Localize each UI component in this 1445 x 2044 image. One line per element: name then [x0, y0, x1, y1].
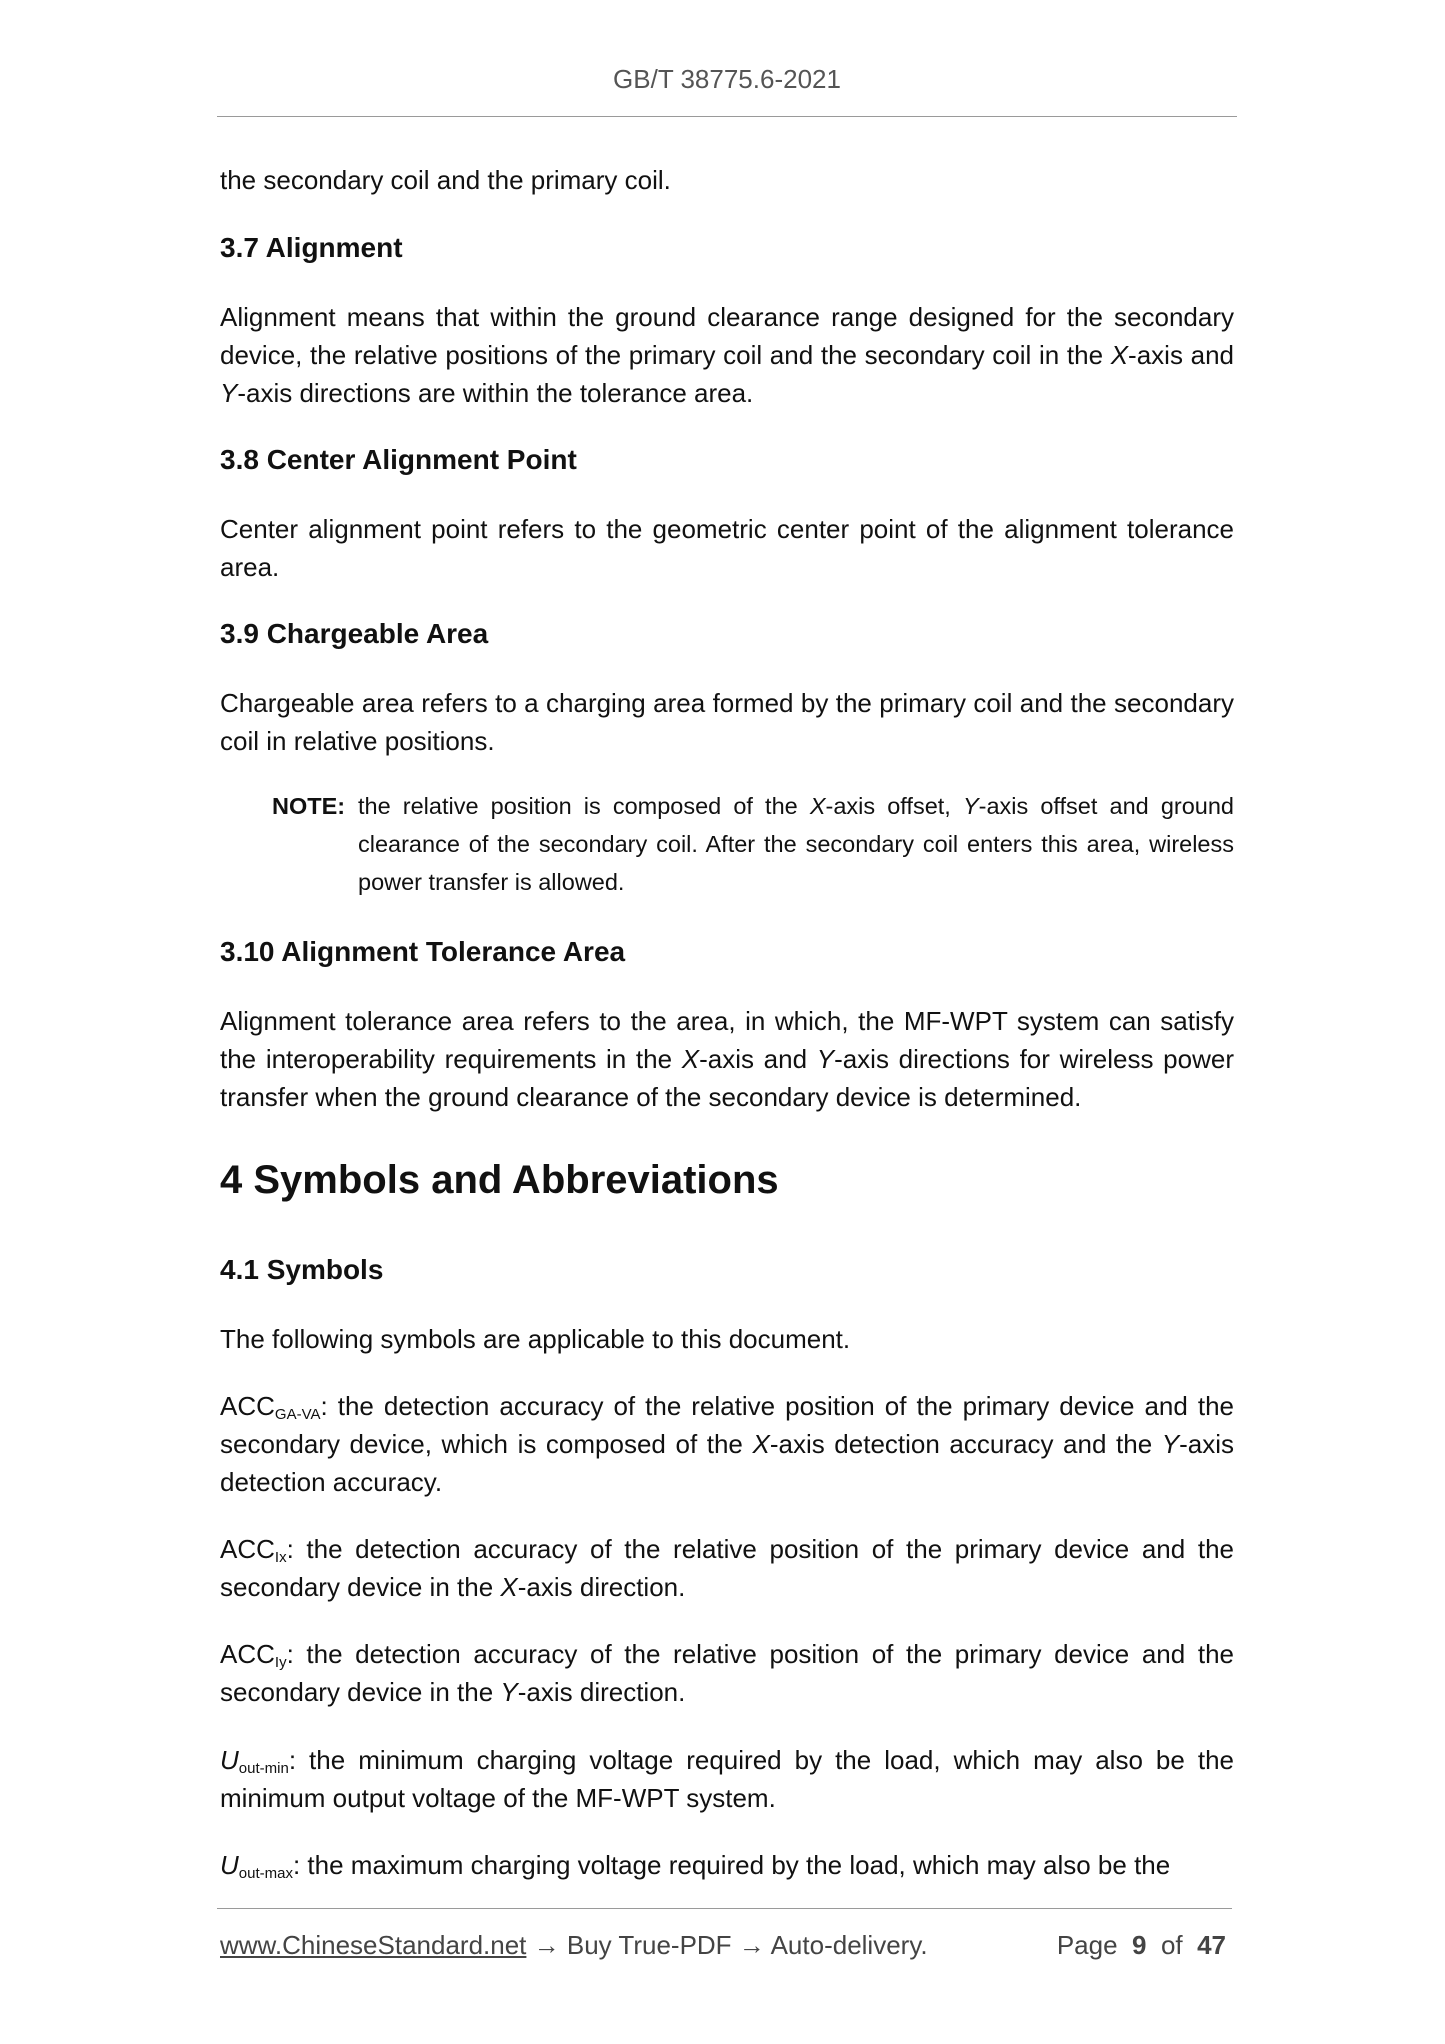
site-link[interactable]: www.ChineseStandard.net: [220, 1930, 527, 1960]
heading-4: 4 Symbols and Abbreviations: [220, 1158, 779, 1202]
paragraph-3-7: Alignment means that within the ground clearance range designed for the secondary device, the relative positions of the primary coil and the secondary coil in the X-axis and Y-axis directions are within the tolerance area.: [220, 302, 1234, 408]
page-number: Page 9 of 47: [1056, 1930, 1226, 1960]
header-divider: [217, 116, 1237, 117]
note-3-9: [272, 787, 1234, 901]
symbol-uout-max: $U_{out-max}$: the maximum charging voltage required by the load, which may also be the: [220, 1850, 1171, 1882]
standard-id: GB/T 38775.6-2021: [613, 64, 841, 94]
footer-promo: www.ChineseStandard.net → Buy True-PDF → Auto-delivery.: [220, 1930, 928, 1960]
arrow-icon: →: [526, 1930, 567, 1960]
document-header: [217, 64, 1237, 95]
heading-3-8: 3.8 Center Alignment Point: [220, 444, 577, 475]
symbol-acc-ga-va: $ACC_{GA-VA}$: the detection accuracy of the relative position of the primary device and the secondary device, which is composed of the X-axis detection accuracy and the Y-axis detection accuracy.: [220, 1391, 1234, 1497]
symbols-intro: The following symbols are applicable to this document.: [220, 1324, 851, 1354]
paragraph-3-9: Chargeable area refers to a charging area formed by the primary coil and the secondary coil in relative positions.: [220, 688, 1234, 756]
heading-3-9: 3.9 Chargeable Area: [220, 618, 489, 649]
document-footer: [220, 1930, 1232, 1961]
symbol-uout-min: $U_{out-min}$: the minimum charging voltage required by the load, which may also be the minimum output voltage of the MF-WPT system.: [220, 1745, 1234, 1813]
paragraph-3-8: Center alignment point refers to the geometric center point of the alignment tolerance area.: [220, 514, 1234, 582]
heading-3-7: 3.7 Alignment: [220, 232, 403, 263]
heading-4-1: 4.1 Symbols: [220, 1254, 384, 1285]
symbol-acc-iy: $ACC_{Iy}$: the detection accuracy of the relative position of the primary device and the secondary device in the Y-axis direction.: [220, 1639, 1234, 1707]
heading-3-10: 3.10 Alignment Tolerance Area: [220, 936, 626, 967]
symbol-acc-ix: $ACC_{Ix}$: the detection accuracy of the relative position of the primary device and the secondary device in the X-axis direction.: [220, 1534, 1234, 1602]
arrow-icon: →: [731, 1930, 771, 1960]
footer-divider: [217, 1908, 1232, 1909]
note-label: NOTE:: [272, 793, 346, 819]
continuation-paragraph: the secondary coil and the primary coil.: [220, 165, 671, 195]
note-text: the relative position is composed of the X-axis offset, Y-axis offset and ground clearance of the secondary coil. After the secondary coil enters this area, wireless power transfer is allowed.: [358, 793, 1234, 895]
paragraph-3-10: Alignment tolerance area refers to the area, in which, the MF-WPT system can satisfy the interoperability requirements in the X-axis and Y-axis directions for wireless power transfer when the ground clearance of the secondary device is determined.: [220, 1006, 1234, 1112]
